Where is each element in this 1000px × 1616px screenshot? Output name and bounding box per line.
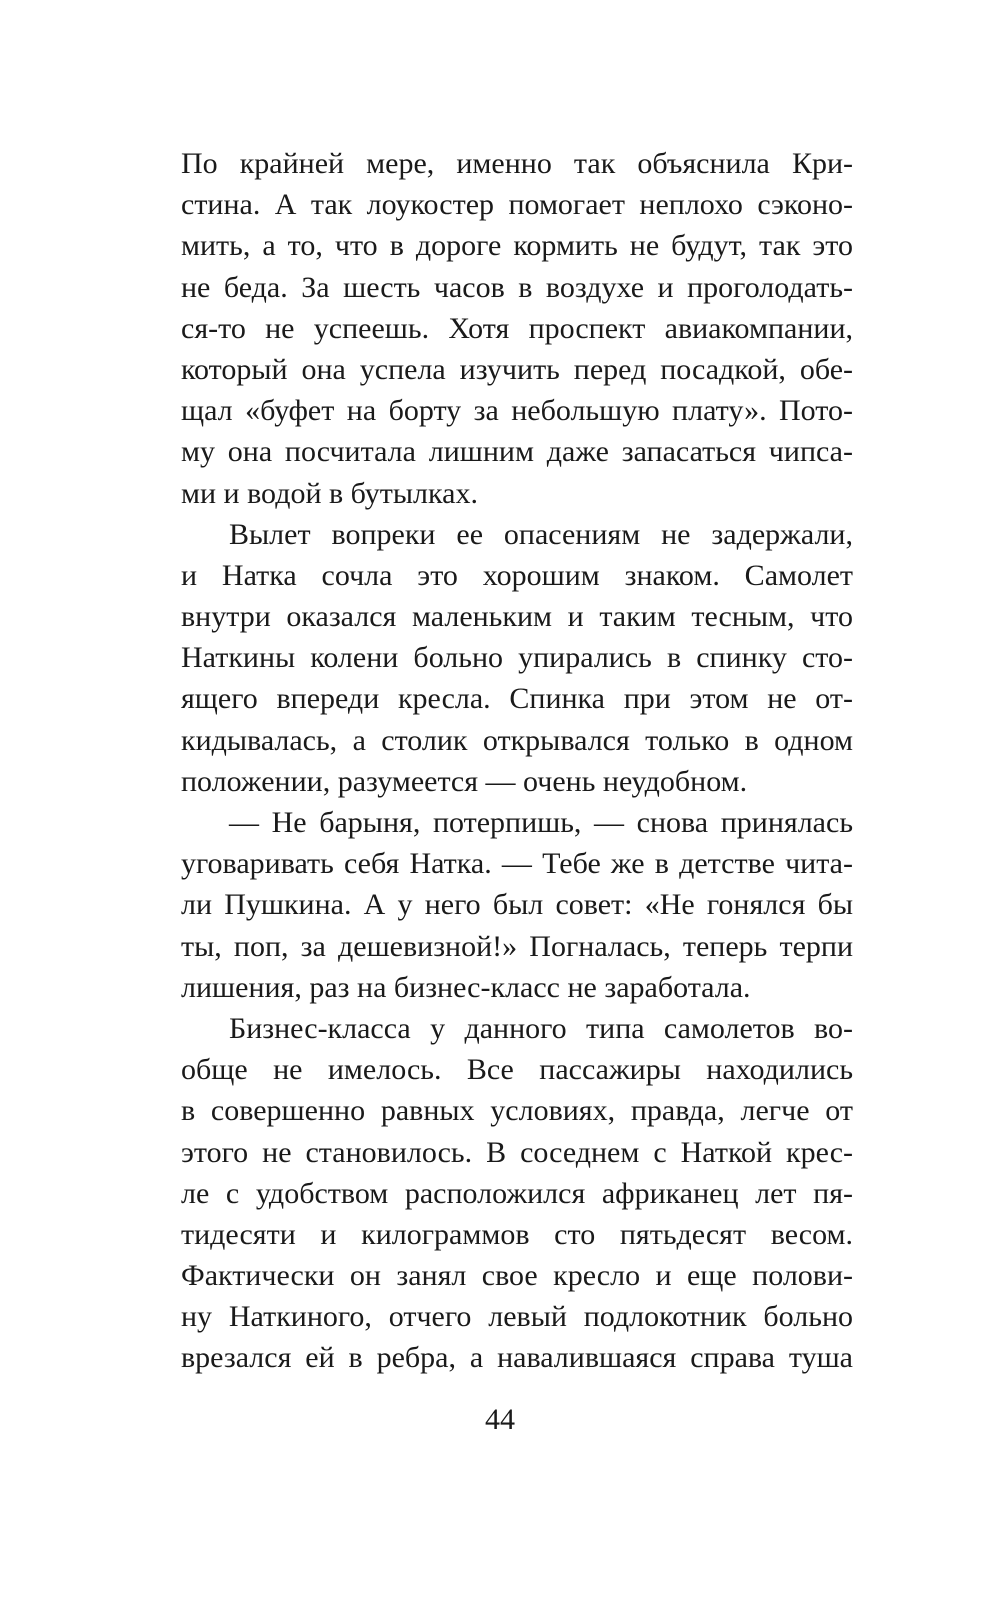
text-line: внутри оказался маленьким и таким тесным, что (181, 600, 853, 634)
text-line: щал «буфет на борту за небольшую плату». Пото- (181, 394, 853, 428)
text-line: му она посчитала лишним даже запасаться чипса- (181, 435, 853, 469)
text-line: ли Пушкина. А у него был совет: «Не гонялся бы (181, 888, 853, 922)
text-line: врезался ей в ребра, а навалившаяся справа туша (181, 1341, 853, 1375)
text-line: и Натка сочла это хорошим знаком. Самолет (181, 558, 853, 592)
text-line: лишения, раз на бизнес-класс не заработала. (181, 970, 751, 1004)
text-line: не беда. За шесть часов в воздухе и проголодать- (181, 270, 853, 304)
text-line: ся-то не успеешь. Хотя проспект авиакомпании, (181, 311, 853, 345)
text-line: обще не имелось. Все пассажиры находились (181, 1053, 853, 1087)
body-text (181, 143, 853, 1379)
text-line: ми и водой в бутылках. (181, 476, 478, 510)
text-line: — Не барыня, потерпишь, — снова принялась (229, 806, 853, 839)
text-line: стина. А так лоукостер помогает неплохо сэконо- (181, 188, 853, 222)
text-line: Бизнес-класса у данного типа самолетов во- (229, 1011, 853, 1045)
text-line: Вылет вопреки ее опасениям не задержали, (229, 517, 853, 551)
text-line: Наткины колени больно упирались в спинку сто- (181, 641, 853, 675)
text-line: в совершенно равных условиях, правда, легче от (181, 1094, 853, 1128)
text-line: положении, разумеется — очень неудобном. (181, 764, 748, 798)
text-line: этого не становилось. В соседнем с Наткой крес- (181, 1135, 853, 1169)
text-line: ле с удобством расположился африканец лет пя- (181, 1176, 853, 1210)
text-line: ну Наткиного, отчего левый подлокотник больно (181, 1300, 853, 1334)
text-line: ты, поп, за дешевизной!» Погналась, теперь терпи (181, 929, 853, 963)
text-line: ящего впереди кресла. Спинка при этом не от- (181, 682, 853, 716)
text-line: кидывалась, а столик открывался только в одном (181, 723, 853, 757)
text-line: Фактически он занял свое кресло и еще полови- (181, 1259, 853, 1293)
page-number: 44 (485, 1403, 515, 1436)
text-line: который она успела изучить перед посадкой, обе- (181, 352, 853, 386)
text-line: мить, а то, что в дороге кормить не будут, так это (181, 229, 853, 263)
text-line: тидесяти и килограммов сто пятьдесят весом. (181, 1217, 853, 1251)
text-line: По крайней мере, именно так объяснила Кри- (181, 147, 853, 180)
text-line: уговаривать себя Натка. — Тебе же в детстве чита- (181, 847, 853, 881)
